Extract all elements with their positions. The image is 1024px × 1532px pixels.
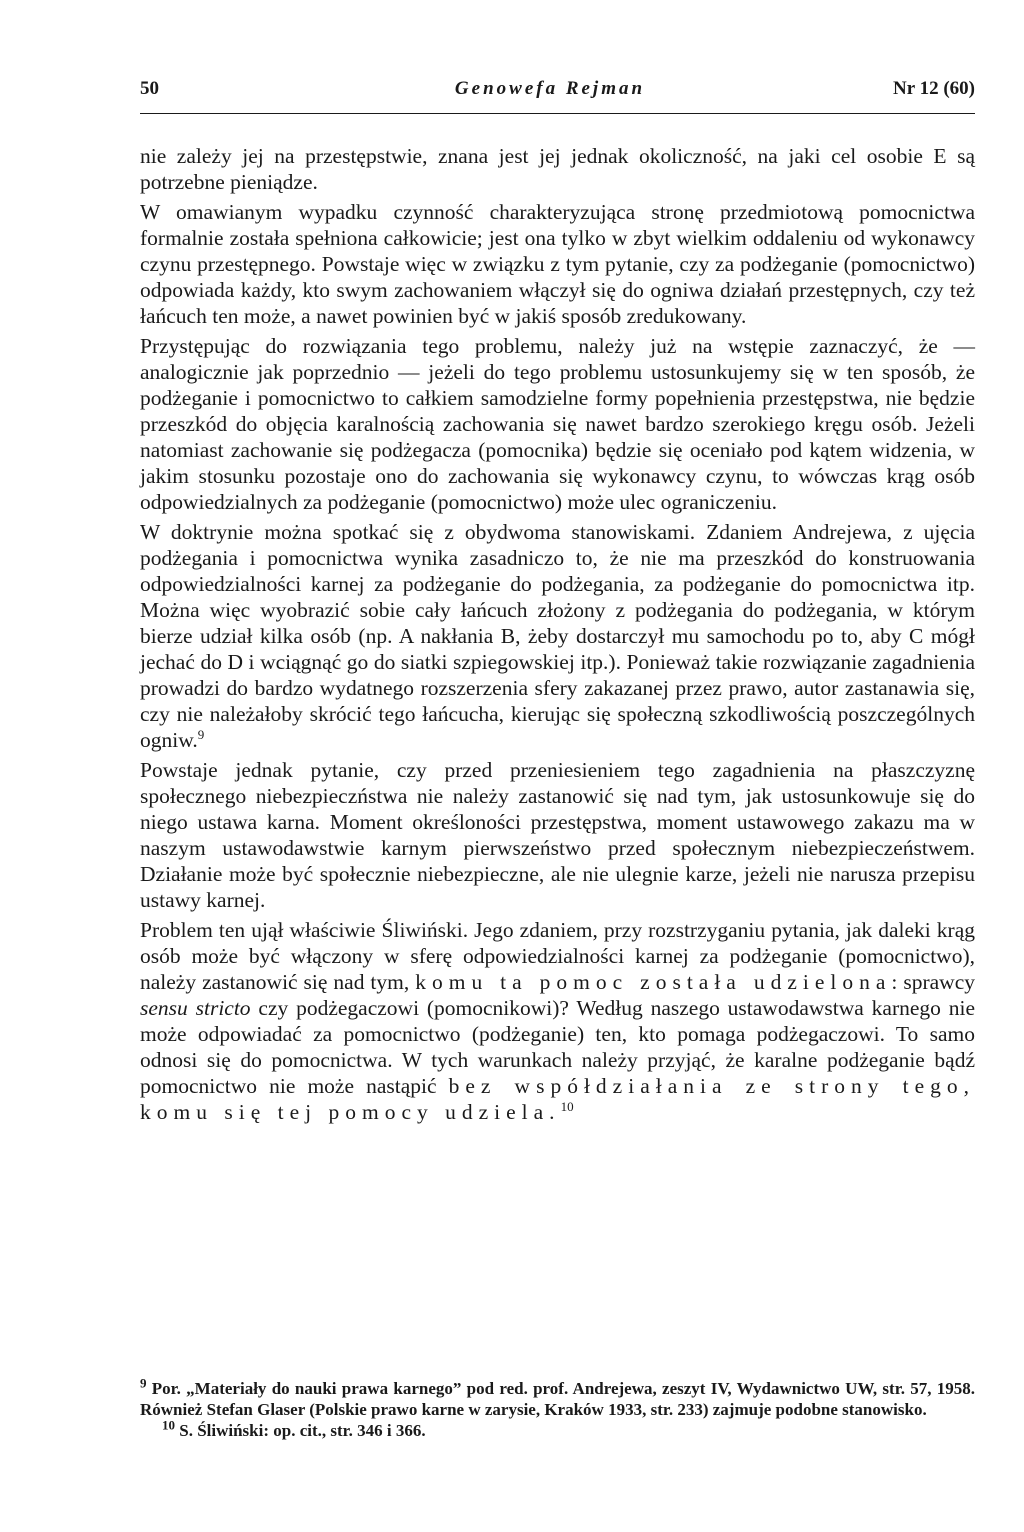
paragraph-text: Problem ten ujął właściwie Śliwiński. Jego zdaniem, przy rozstrzyganiu pytania, jak daleki krąg osób może być włączony w sferę odpowiedzialności karnej za podżeganie (pomocnictwo), należy zastanowić się nad tym, bbox=[140, 918, 975, 994]
footnote-text: S. Śliwiński: op. cit., str. 346 i 366. bbox=[179, 1421, 426, 1440]
footnote-10 bbox=[140, 1417, 975, 1441]
spaced-emphasis: bez współdziałania ze strony tego, komu się tej pomocy udziela. bbox=[140, 1074, 975, 1124]
paragraph-text: W doktrynie można spotkać się z obydwoma stanowiskami. Zdaniem Andrejewa, z ujęcia podżegania i pomocnictwa wynika zasadniczo to, że nie ma przeszkód do konstruowania odpowiedzialności karnej za podżeganie do podżegania, za podżeganie do pomocnictwa itp. Można więc wyobrazić sobie cały łańcuch złożony z podżegania do podżegania, w którym bierze udział kilka osób (np. A nakłania B, żeby dostarczył mu samochodu po to, aby C mógł jechać do D i wciągnąć go do siatki szpiegowskiej itp.). Ponieważ takie rozwiązanie zagadnienia prowadzi do bardzo wydatnego rozszerzenia sfery zakazanej przez prawo, autor zastanawia się, czy nie należałoby skrócić tego łańcucha, kierując się społeczną szkodliwością poszczególnych ogniw. bbox=[140, 520, 975, 752]
spaced-emphasis: komu ta pomoc została udzielona bbox=[415, 970, 892, 994]
running-header bbox=[140, 76, 975, 106]
italic-term: sensu stricto bbox=[140, 996, 251, 1020]
paragraph: Przystępując do rozwiązania tego problemu, należy już na wstępie zaznaczyć, że — analogicznie jak poprzednio — jeżeli do tego problemu ustosunkujemy się w ten sposób, że podżeganie i pomocnictwo to całkiem samodzielne formy popełnienia przestępstwa, nie będzie przeszkód do objęcia karalnością zachowania się nawet bardzo szerokiego kręgu osób. Jeżeli natomiast zachowanie się podżegacza (pomocnika) będzie się oceniało pod kątem widzenia, w jakim stosunku pozostaje ono do zachowania się wykonawcy czynu, to wówczas krąg osób odpowiedzialnych za podżeganie (pomocnictwo) może ulec ograniczeniu. bbox=[140, 334, 975, 514]
paragraph: Powstaje jednak pytanie, czy przed przeniesieniem tego zagadnienia na płaszczyznę społecznego niebezpieczństwa nie należy zastanowić się nad tym, jak ustosunkowuje się do niego ustawa karna. Moment określoności przestępstwa, moment ustawowego zakazu ma w naszym ustawodawstwie karnym pierwszeństwo przed społecznym niebezpieczeństwem. Działanie może być społecznie niebezpieczne, ale nie ulegnie karze, jeżeli nie narusza przepisu ustawy karnej. bbox=[140, 758, 975, 912]
footnotes bbox=[140, 1375, 975, 1441]
footnote-ref: 9 bbox=[197, 726, 205, 742]
paragraph-text: : sprawcy bbox=[891, 970, 975, 994]
running-author: Genowefa Rejman bbox=[454, 78, 646, 99]
footnote-text: Por. „Materiały do nauki prawa karnego” pod red. prof. Andrejewa, zeszyt IV, Wydawnictwo UW, str. 57, 1958. Również Stefan Glaser (Polskie prawo karne w zarysie, Kraków 1933, str. 233) zajmuje podobne stanowisko. bbox=[140, 1379, 975, 1419]
paragraph bbox=[140, 917, 975, 1125]
page-number: 50 bbox=[140, 78, 159, 99]
paragraph: nie zależy jej na przestępstwie, znana jest jej jednak okoliczność, na jaki cel osobie E są potrzebne pieniądze. bbox=[140, 144, 975, 194]
footnote-9 bbox=[140, 1375, 975, 1420]
paragraph: W omawianym wypadku czynność charakteryzująca stronę przedmiotową pomocnictwa formalnie została spełniona całkowicie; jest ona tylko w zbyt wielkim oddaleniu od wykonawcy czynu przestępnego. Powstaje więc w związku z tym pytanie, czy za podżeganie (pomocnictwo) odpowiada każdy, kto swym zachowaniem włączył się do ogniwa działań przestępnych, czy też łańcuch ten może, a nawet powinien być w jakiś sposób zredukowany. bbox=[140, 200, 975, 328]
paragraph bbox=[140, 519, 975, 753]
footnote-mark: 9 bbox=[140, 1375, 147, 1391]
paragraph-text: czy podżegaczowi (pomocnikowi)? Według naszego ustawodawstwa karnego nie może odpowiadać za pomocnictwo (podżeganie) ten, kto pomaga podżegaczowi. To samo odnosi się do pomocnictwa. W tych warunkach należy przyjąć, że karalne podżeganie bądź pomocnictwo nie może nastąpić bbox=[140, 996, 975, 1098]
footnote-ref: 10 bbox=[560, 1098, 574, 1114]
header-rule bbox=[140, 113, 975, 114]
footnote-mark: 10 bbox=[162, 1417, 175, 1433]
main-text bbox=[140, 143, 975, 1125]
issue-number: Nr 12 (60) bbox=[893, 78, 975, 99]
